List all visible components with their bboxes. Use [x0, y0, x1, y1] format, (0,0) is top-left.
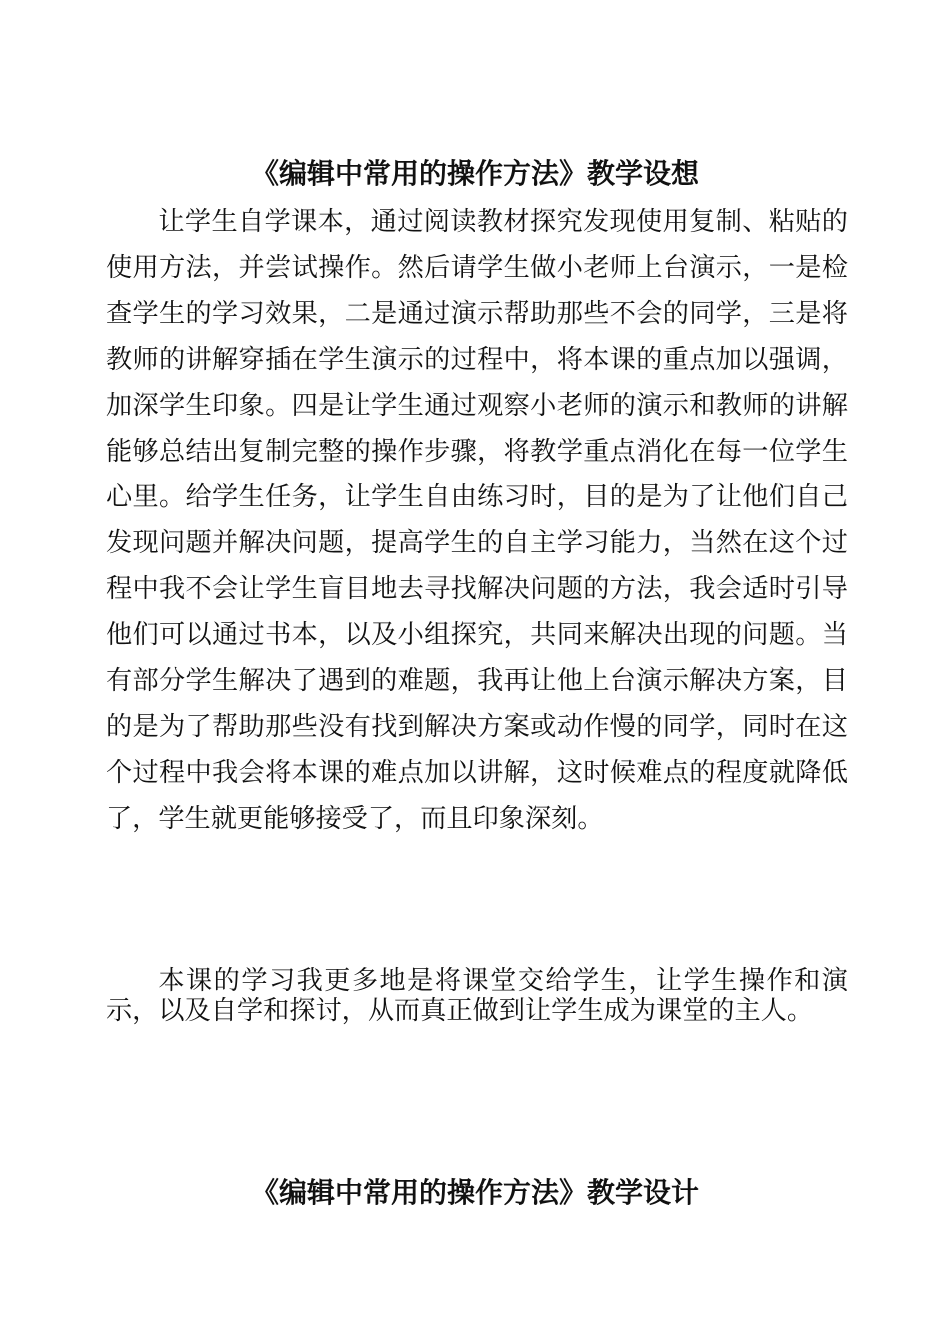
body-paragraph-1: 让学生自学课本，通过阅读教材探究发现使用复制、粘贴的使用方法，并尝试操作。然后请学生做小老师上台演示，一是检查学生的学习效果，二是通过演示帮助那些不会的同学，三是将教师的讲解穿插在学生演示的过程中，将本课的重点加以强调，加深学生印象。四是让学生通过观察小老师的演示和教师的讲解能够总结出复制完整的操作步骤，将教学重点消化在每一位学生心里。给学生任务，让学生自由练习时，目的是为了让他们自己发现问题并解决问题，提高学生的自主学习能力，当然在这个过程中我不会让学生盲目地去寻找解决问题的方法，我会适时引导他们可以通过书本，以及小组探究，共同来解决出现的问题。当有部分学生解决了遇到的难题，我再让他上台演示解决方案，目的是为了帮助那些没有找到解决方案或动作慢的同学，同时在这个过程中我会将本课的难点加以讲解，这时候难点的程度就降低了，学生就更能够接受了，而且印象深刻。	[106, 207, 848, 834]
body-paragraph-2: 本课的学习我更多地是将课堂交给学生，让学生操作和演示，以及自学和探讨，从而真正做到让学生成为课堂的主人。	[106, 966, 848, 1026]
page-title: 《编辑中常用的操作方法》教学设想	[250, 156, 699, 190]
section-title: 《编辑中常用的操作方法》教学设计	[250, 1176, 699, 1210]
